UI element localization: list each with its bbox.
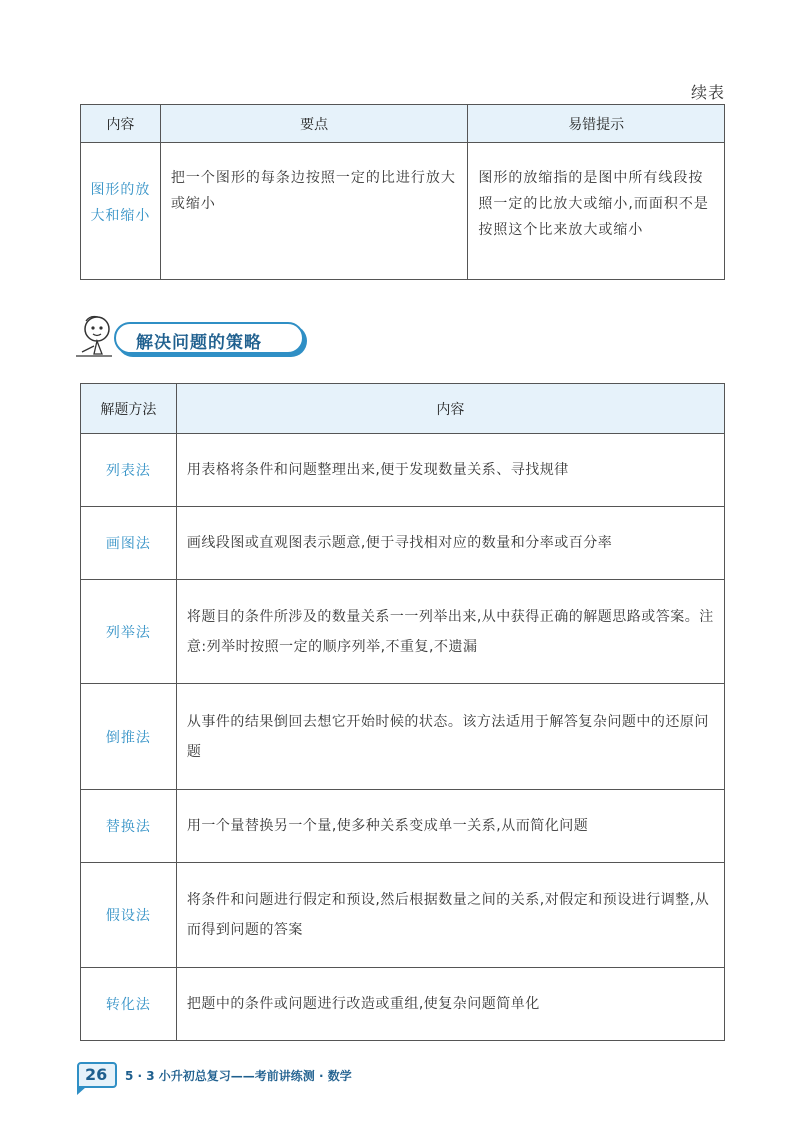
section-header — [72, 312, 312, 362]
error-tip-cell: 图形的放缩指的是图中所有线段按照一定的比放大或缩小,而面积不是按照这个比来放大或缩小 — [468, 143, 725, 280]
content-cell: 将题目的条件所涉及的数量关系一一列举出来,从中获得正确的解题思路或答案。注意:列举时按照一定的顺序列举,不重复,不遗漏 — [176, 580, 724, 684]
continued-label: 续表 — [690, 83, 725, 102]
method-cell: 列举法 — [81, 580, 177, 684]
page-number-tab — [77, 1062, 117, 1088]
table-row — [81, 580, 725, 684]
method-cell: 转化法 — [81, 968, 177, 1041]
method-cell: 倒推法 — [81, 684, 177, 790]
section-title: 解决问题的策略 — [136, 333, 262, 353]
table-row — [81, 684, 725, 790]
knowledge-table — [80, 104, 725, 280]
header-method: 解题方法 — [81, 384, 177, 434]
table-header-row — [81, 105, 725, 143]
content-cell: 从事件的结果倒回去想它开始时候的状态。该方法适用于解答复杂问题中的还原问题 — [176, 684, 724, 790]
table-row — [81, 968, 725, 1041]
table-row — [81, 434, 725, 507]
content-cell: 画线段图或直观图表示题意,便于寻找相对应的数量和分率或百分率 — [176, 507, 724, 580]
method-cell: 假设法 — [81, 863, 177, 968]
table-row — [81, 790, 725, 863]
header-content: 内容 — [176, 384, 724, 434]
content-cell: 将条件和问题进行假定和预设,然后根据数量之间的关系,对假定和预设进行调整,从而得到问题的答案 — [176, 863, 724, 968]
key-point-cell: 把一个图形的每条边按照一定的比进行放大或缩小 — [160, 143, 467, 280]
page-number: 26 — [85, 1065, 108, 1084]
method-cell: 列表法 — [81, 434, 177, 507]
header-content: 内容 — [81, 105, 161, 143]
table-row — [81, 863, 725, 968]
method-cell: 画图法 — [81, 507, 177, 580]
section-title-banner — [114, 322, 304, 354]
topic-cell: 图形的放大和缩小 — [81, 143, 161, 280]
table-row — [81, 507, 725, 580]
header-error-tips: 易错提示 — [468, 105, 725, 143]
strategy-table — [80, 383, 725, 1041]
content-cell: 用表格将条件和问题整理出来,便于发现数量关系、寻找规律 — [176, 434, 724, 507]
book-title: 5 · 3 小升初总复习——考前讲练测 · 数学 — [125, 1069, 352, 1083]
header-key-points: 要点 — [160, 105, 467, 143]
table-row — [81, 143, 725, 280]
table-header-row — [81, 384, 725, 434]
method-cell: 替换法 — [81, 790, 177, 863]
page-footer — [77, 1062, 407, 1092]
content-cell: 把题中的条件或问题进行改造或重组,使复杂问题简单化 — [176, 968, 724, 1041]
content-cell: 用一个量替换另一个量,使多种关系变成单一关系,从而简化问题 — [176, 790, 724, 863]
